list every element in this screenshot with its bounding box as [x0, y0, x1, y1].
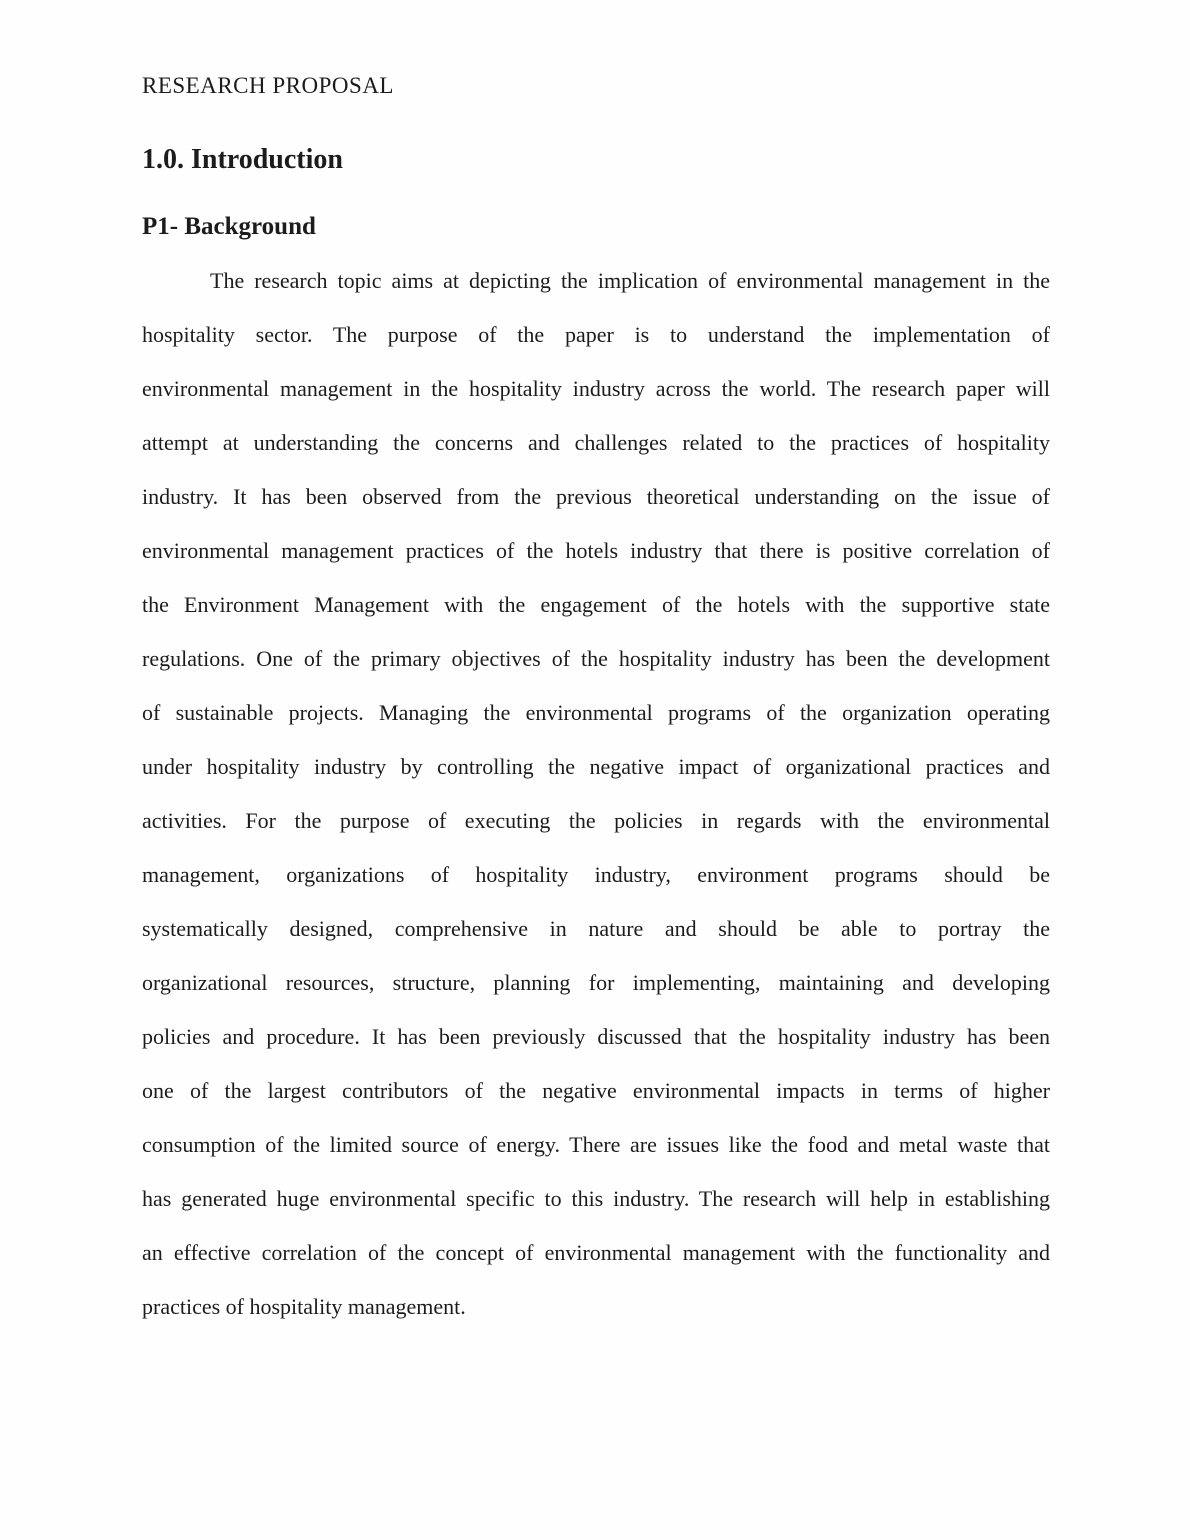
- paragraph-line: the Environment Management with the engagement of the hotels with the supportive state: [142, 592, 1050, 617]
- paragraph-line: an effective correlation of the concept of environmental management with the functionality and: [142, 1240, 1050, 1265]
- paragraph-line: systematically designed, comprehensive in nature and should be able to portray the: [142, 916, 1050, 941]
- paragraph-line: attempt at understanding the concerns and challenges related to the practices of hospitality: [142, 430, 1050, 455]
- paragraph-line: industry. It has been observed from the previous theoretical understanding on the issue of: [142, 484, 1050, 509]
- document-header: RESEARCH PROPOSAL: [142, 73, 394, 98]
- paragraph-line: under hospitality industry by controlling the negative impact of organizational practices and: [142, 754, 1050, 779]
- paragraph-line: organizational resources, structure, planning for implementing, maintaining and developing: [142, 970, 1050, 995]
- paragraph-line: management, organizations of hospitality industry, environment programs should be: [142, 862, 1050, 887]
- paragraph-line: of sustainable projects. Managing the environmental programs of the organization operating: [142, 700, 1050, 725]
- paragraph-line: activities. For the purpose of executing the policies in regards with the environmental: [142, 808, 1050, 833]
- section-heading-introduction: 1.0. Introduction: [142, 144, 343, 175]
- paragraph-line: regulations. One of the primary objectives of the hospitality industry has been the development: [142, 646, 1050, 671]
- subsection-heading-background: P1- Background: [142, 213, 316, 240]
- paragraph-line: environmental management practices of the hotels industry that there is positive correlation of: [142, 538, 1050, 563]
- paragraph-line: has generated huge environmental specific to this industry. The research will help in establishing: [142, 1186, 1050, 1211]
- paragraph-line: policies and procedure. It has been previously discussed that the hospitality industry has been: [142, 1024, 1050, 1049]
- paragraph-line: consumption of the limited source of energy. There are issues like the food and metal waste that: [142, 1132, 1050, 1157]
- paragraph-line: hospitality sector. The purpose of the paper is to understand the implementation of: [142, 322, 1050, 347]
- paragraph-line: practices of hospitality management.: [142, 1294, 466, 1319]
- body-paragraph: [142, 254, 1050, 1334]
- paragraph-line: The research topic aims at depicting the implication of environmental management in the: [210, 268, 1050, 293]
- paragraph-line: environmental management in the hospitality industry across the world. The research paper will: [142, 376, 1050, 401]
- paragraph-line: one of the largest contributors of the negative environmental impacts in terms of higher: [142, 1078, 1050, 1103]
